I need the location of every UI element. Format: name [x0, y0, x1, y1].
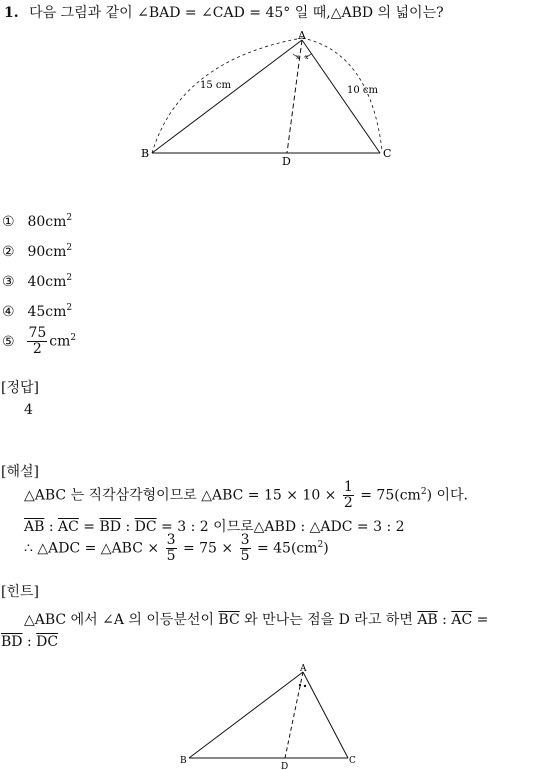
solution-line-3	[24, 533, 329, 564]
answer-value: 4	[24, 402, 33, 418]
solution-line-2-colon-1: :	[44, 519, 59, 535]
choice-5-fraction	[27, 326, 47, 357]
segment-ac-label: $\overline{AC}$	[58, 519, 79, 535]
solution-line-1-denominator: 2	[343, 495, 353, 511]
solution-line-1-text-c: ) 이다.	[426, 487, 468, 504]
choice-4-value: 45cm	[27, 303, 67, 320]
hint-segment-dc: $\overline{DC}$	[36, 634, 59, 650]
triangle-figure-1	[130, 30, 410, 170]
hint-line-1-text-a: △ABC 에서 ∠A 의 이등분선이	[24, 612, 219, 628]
solution-line-3-text-a: ∴ △ADC = △ABC ×	[24, 540, 160, 557]
segment-bd-label: $\overline{BD}$	[99, 519, 122, 535]
side-ac-2	[303, 672, 348, 758]
label-b: B	[141, 147, 150, 160]
solution-line-3-sup: 2	[317, 539, 324, 550]
choice-1-mark: ①	[2, 213, 15, 230]
solution-line-3-fraction-2	[240, 533, 251, 564]
solution-line-3-numerator-2: 3	[240, 532, 250, 548]
side-ab	[152, 40, 302, 153]
solution-line-2-equals: =	[78, 519, 100, 535]
choice-4-sup: 2	[66, 303, 73, 313]
solution-line-1-text-b: = 75(cm	[360, 487, 421, 504]
hint-line-2-colon: :	[22, 634, 37, 650]
hint-line-1	[24, 609, 488, 629]
label-ab-length: 15 cm	[200, 80, 231, 91]
angle-tick-2: x	[305, 54, 309, 61]
solution-line-3-denominator-2: 5	[240, 548, 250, 564]
hint-segment-ac: $\overline{AC}$	[451, 612, 473, 628]
choice-2-value: 90cm	[27, 243, 67, 260]
choice-3-value: 40cm	[27, 273, 67, 290]
choice-5-numerator: 75	[28, 325, 47, 341]
hint-segment-bd: $\overline{BD}$	[1, 634, 23, 650]
choice-2[interactable]	[2, 243, 72, 260]
solution-header: [해설]	[1, 464, 39, 480]
hint-line-2	[1, 634, 58, 650]
solution-line-3-fraction-1	[166, 533, 177, 564]
segment-dc-label: $\overline{DC}$	[134, 519, 157, 535]
choice-2-sup: 2	[66, 243, 73, 253]
choice-1-value: 80cm	[27, 213, 67, 230]
solution-line-3-text-d: )	[323, 540, 329, 557]
choice-3[interactable]	[2, 273, 72, 290]
choice-5-sup: 2	[70, 332, 77, 343]
solution-line-1-numerator: 1	[343, 479, 353, 495]
answer-header: [정답]	[1, 380, 39, 396]
triangle-figure-2	[172, 660, 362, 770]
segment-ab-label: $\overline{AB}$	[24, 519, 45, 535]
hint-segment-bc: $\overline{BC}$	[218, 612, 240, 628]
choice-3-mark: ③	[2, 273, 15, 290]
question	[4, 2, 444, 22]
solution-line-2-rest: = 3 : 2 이므로△ABD : △ADC = 3 : 2	[156, 519, 405, 535]
question-text: 다음 그림과 같이 ∠BAD = ∠CAD = 45° 일 때,△ABD 의 넓이는?	[29, 5, 444, 21]
question-number: 1.	[4, 5, 19, 21]
label-c-2: C	[349, 756, 356, 766]
label-c: C	[383, 147, 392, 160]
solution-line-1	[24, 480, 468, 511]
label-b-2: B	[180, 756, 187, 766]
angle-dot-2	[304, 685, 306, 687]
label-d: D	[282, 155, 291, 168]
angle-tick-1: x	[296, 54, 300, 61]
solution-line-3-text-b: = 75 ×	[182, 540, 234, 557]
choice-4[interactable]	[2, 303, 72, 320]
solution-line-1-sup: 2	[420, 486, 427, 497]
choice-4-mark: ④	[2, 303, 15, 320]
hint-segment-ab: $\overline{AB}$	[417, 612, 438, 628]
label-a-2: A	[300, 664, 307, 674]
choice-1[interactable]	[2, 213, 72, 230]
side-ab-2	[189, 672, 303, 758]
choice-5-unit: cm	[49, 333, 71, 350]
choice-3-sup: 2	[66, 273, 73, 283]
angle-dot-1	[299, 684, 301, 686]
choice-1-sup: 2	[66, 213, 73, 223]
choice-5[interactable]	[2, 326, 76, 357]
label-d-2: D	[281, 762, 289, 770]
solution-line-3-text-c: = 45(cm	[256, 540, 318, 557]
label-ac-length: 10 cm	[347, 85, 378, 96]
solution-line-1-text-a: △ABC 는 직각삼각형이므로 △ABC = 15 × 10 ×	[24, 487, 337, 504]
hint-line-1-text-b: 와 만나는 점을 D 라고 하면	[239, 612, 418, 628]
choice-5-mark: ⑤	[2, 333, 15, 350]
hint-line-1-colon: :	[437, 612, 452, 628]
label-a: A	[298, 30, 306, 42]
solution-line-2-colon-2: :	[121, 519, 135, 535]
hint-line-1-equals: =	[472, 612, 489, 628]
choice-5-denominator: 2	[32, 341, 42, 357]
hint-header: [힌트]	[1, 584, 39, 600]
solution-line-3-denominator-1: 5	[166, 548, 176, 564]
solution-line-1-fraction	[343, 480, 354, 511]
choice-2-mark: ②	[2, 243, 15, 260]
solution-line-3-numerator-1: 3	[166, 532, 176, 548]
